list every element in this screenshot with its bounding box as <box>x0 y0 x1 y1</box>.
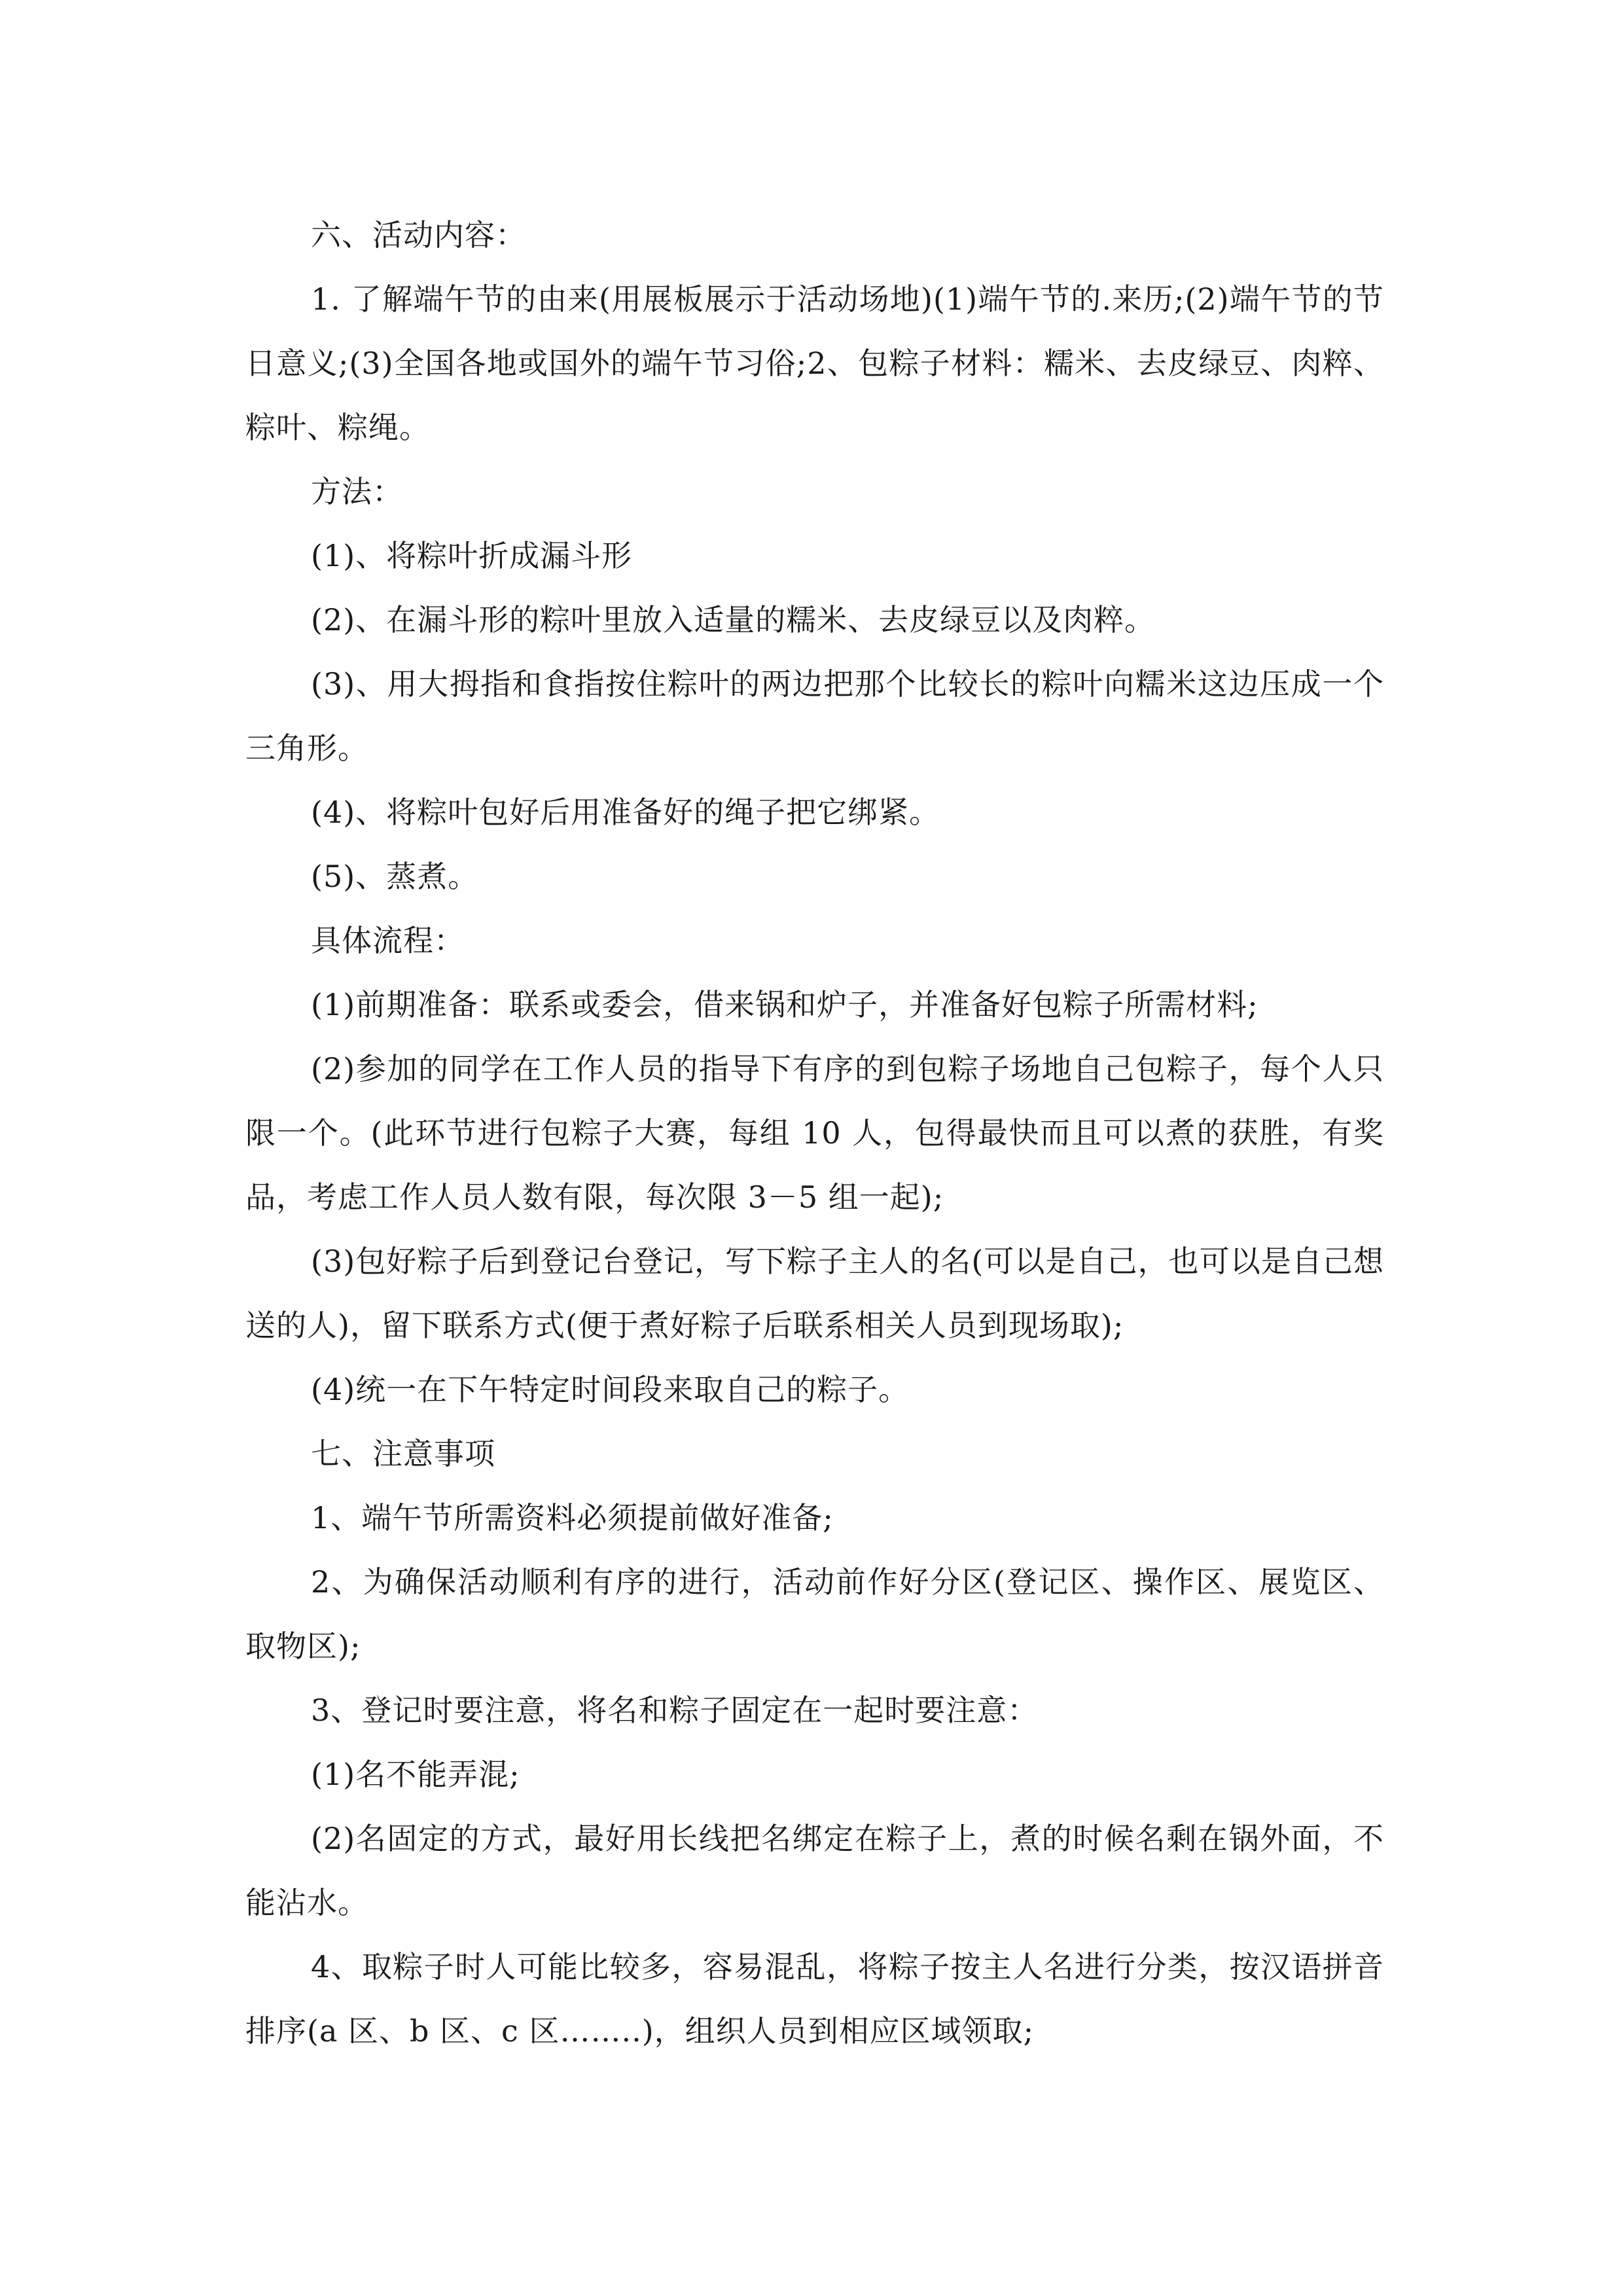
document-body <box>245 203 1384 2063</box>
process-step-3: (3)包好粽子后到登记台登记，写下粽子主人的名(可以是自己，也可以是自己想送的人)，留下联系方式(便于煮好粽子后联系相关人员到现场取); <box>245 1244 1384 1343</box>
process-step-4: (4)统一在下午特定时间段来取自己的粽子。 <box>311 1372 910 1407</box>
note-1: 1、端午节所需资料必须提前做好准备; <box>311 1500 834 1535</box>
method-step-4: (4)、将粽叶包好后用准备好的绳子把它绑紧。 <box>311 795 940 830</box>
note-3: 3、登记时要注意，将名和粽子固定在一起时要注意： <box>311 1693 1039 1728</box>
note-3-sub-2: (2)名固定的方式，最好用长线把名绑定在粽子上，煮的时候名剩在锅外面，不能沾水。 <box>245 1821 1384 1920</box>
note-2: 2、为确保活动顺利有序的进行，活动前作好分区(登记区、操作区、展览区、取物区); <box>245 1564 1384 1664</box>
process-step-2: (2)参加的同学在工作人员的指导下有序的到包粽子场地自己包粽子，每个人只限一个。(此环节进行包粽子大赛，每组 10 人，包得最快而且可以煮的获胜，有奖品，考虑工作人员人数有限，每次限 3－5 组一起); <box>245 1051 1384 1215</box>
section-heading-activity-content: 六、活动内容： <box>311 217 526 253</box>
process-step-1: (1)前期准备：联系或委会，借来锅和炉子，并准备好包粽子所需材料; <box>311 987 1258 1022</box>
method-step-5: (5)、蒸煮。 <box>311 859 479 894</box>
process-heading: 具体流程： <box>311 923 465 958</box>
section-heading-notes: 七、注意事项 <box>311 1436 495 1471</box>
paragraph-origin-and-materials: 1. 了解端午节的由来(用展板展示于活动场地)(1)端午节的.来历;(2)端午节的节日意义;(3)全国各地或国外的端午节习俗;2、包粽子材料：糯米、去皮绿豆、肉粹、粽叶、粽绳。 <box>245 281 1384 445</box>
note-3-sub-1: (1)名不能弄混; <box>311 1757 520 1792</box>
note-4: 4、取粽子时人可能比较多，容易混乱，将粽子按主人名进行分类，按汉语拼音排序(a 区、b 区、c 区……..)，组织人员到相应区域领取; <box>245 1949 1384 2049</box>
method-step-3: (3)、用大拇指和食指按住粽叶的两边把那个比较长的粽叶向糯米这边压成一个三角形。 <box>245 666 1384 766</box>
method-step-1: (1)、将粽叶折成漏斗形 <box>311 538 633 573</box>
method-step-2: (2)、在漏斗形的粽叶里放入适量的糯米、去皮绿豆以及肉粹。 <box>311 602 1156 637</box>
method-heading: 方法： <box>311 474 403 509</box>
